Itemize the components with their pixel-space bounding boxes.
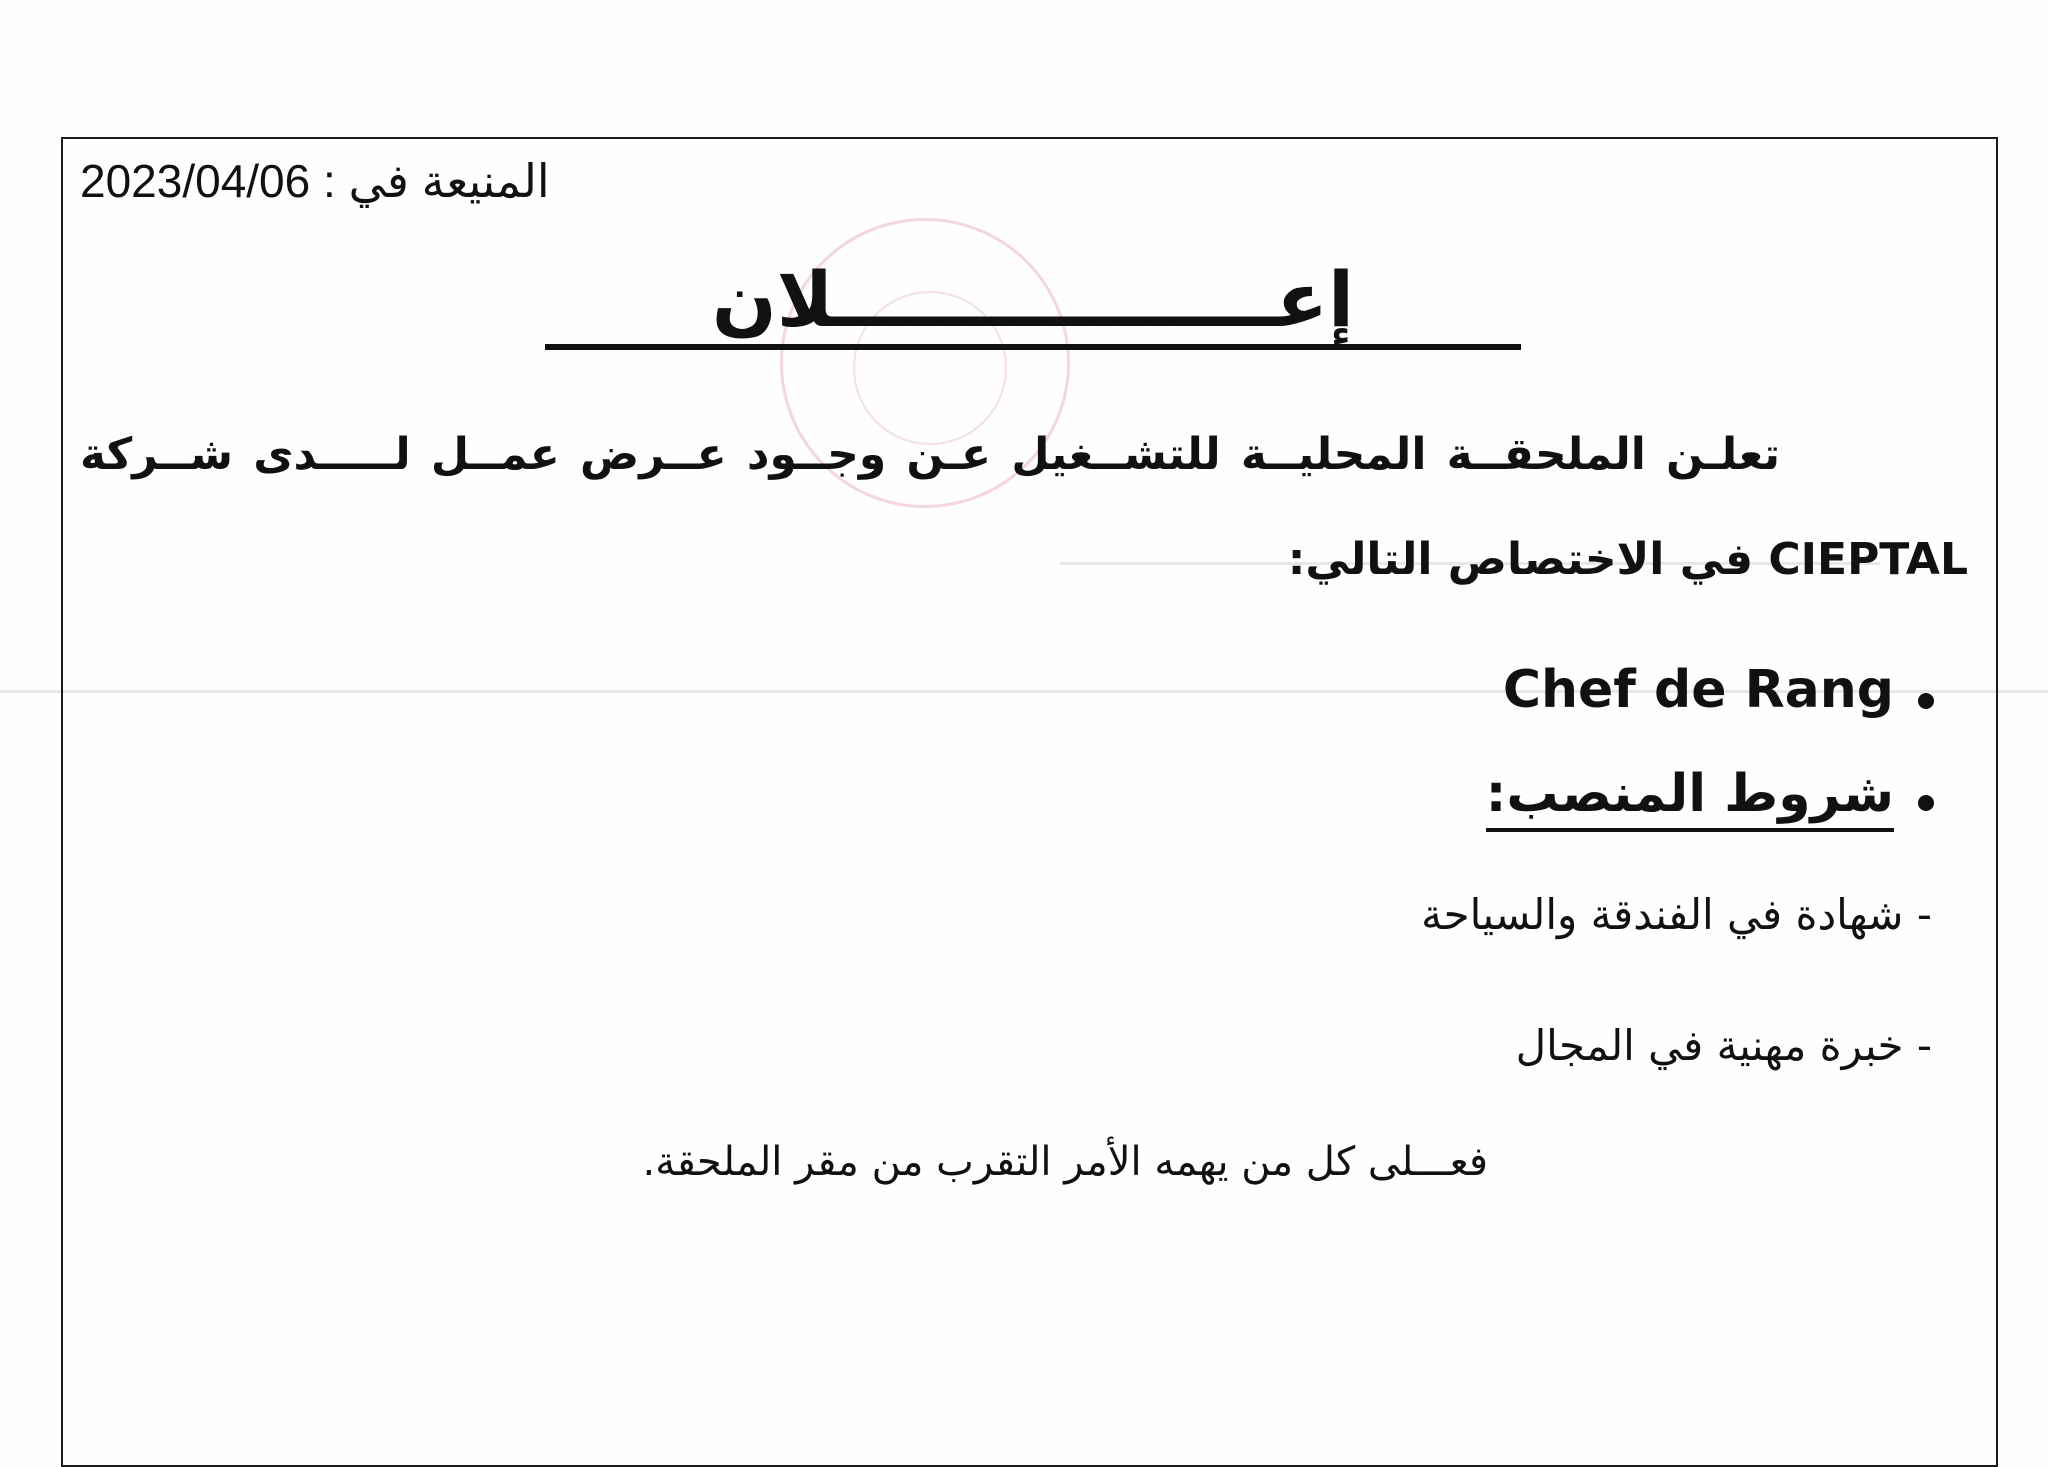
requirement-item: - خبرة مهنية في المجال (1515, 1021, 1932, 1070)
position-title: Chef de Rang (1502, 660, 1894, 720)
requirement-item: - شهادة في الفندقة والسياحة (1421, 890, 1932, 939)
announcement-title: إعـــــــــــــــــلان (711, 255, 1355, 344)
bullet-icon (1918, 795, 1934, 811)
closing-sentence: فعـــلى كل من يهمه الأمر التقرب من مقر الملحقة. (642, 1139, 1488, 1185)
announcement-paragraph-line-2: CIEPTAL في الاختصاص التالي: (1287, 534, 1968, 585)
conditions-heading-text: شروط المنصب: (1486, 764, 1894, 832)
announcement-paragraph-line-1: تعلـن الملحقــة المحليــة للتشــغيل عـن وجــود عــرض عمــل لـــــدى شــركة (80, 429, 1780, 480)
conditions-heading (1485, 764, 1894, 824)
bullet-icon (1918, 693, 1934, 709)
date-line: المنيعة في : 2023/04/06 (80, 155, 550, 207)
title-underline (545, 344, 1521, 350)
